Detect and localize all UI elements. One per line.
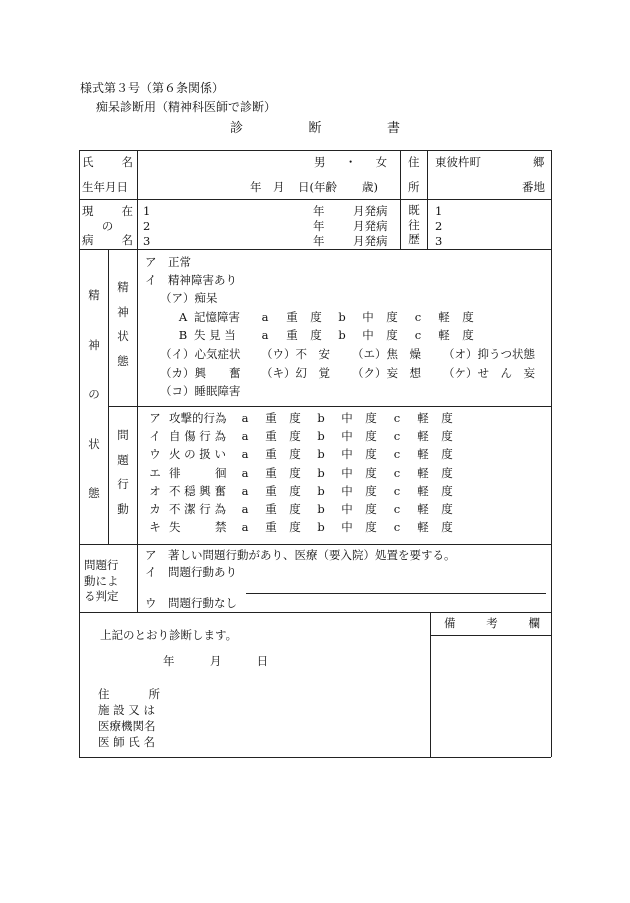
disease-onset: 月発病	[353, 219, 388, 233]
past-num: 2	[435, 219, 443, 233]
symptom-item: （エ）焦 燥	[352, 347, 421, 361]
disorientation-row	[172, 330, 480, 342]
level-code: c	[393, 447, 401, 462]
judgment-label	[84, 558, 119, 605]
row-code: エ	[149, 465, 161, 480]
level-char: 軽	[438, 310, 450, 324]
level-char: 中	[341, 411, 353, 425]
facility-label: 施 設 又 は	[98, 702, 155, 717]
table-line	[430, 612, 431, 757]
level-code: c	[414, 310, 422, 324]
birth-year: 年	[250, 180, 262, 194]
dementia-item: （ア）痴呆	[160, 291, 218, 305]
doctor-info-labels	[98, 687, 160, 750]
birth-age-unit: 歳)	[362, 180, 378, 194]
level-char: 軽	[417, 429, 429, 444]
level-char: 軽	[417, 502, 429, 516]
mental-state-outer-label	[80, 290, 108, 500]
level-code: b	[317, 520, 325, 535]
level-char: 中	[362, 328, 374, 342]
level-code: b	[317, 483, 325, 498]
level-char: 軽	[417, 465, 429, 480]
table-line	[400, 199, 401, 249]
level-char: 重	[265, 502, 277, 516]
current-disease-label	[82, 206, 133, 247]
level-char: 度	[310, 328, 322, 342]
level-code: a	[261, 328, 269, 342]
row-label: 火 の 扱 い	[169, 447, 226, 462]
label-char: 備	[444, 616, 456, 630]
row-label: 不 潔 行 為	[169, 502, 226, 516]
symptom-item: （ク）妄 想	[352, 366, 421, 380]
level-char: 中	[341, 429, 353, 444]
level-code: a	[241, 465, 249, 480]
table-line	[427, 199, 428, 249]
gender-female[interactable]: 女	[375, 155, 388, 169]
title-char: 診	[230, 121, 244, 136]
past-history-label	[404, 205, 424, 246]
level-code: c	[393, 429, 401, 444]
symptom-item: （イ）心気症状	[160, 347, 241, 361]
address-label-bottom: 所	[408, 180, 420, 194]
label-char: 題	[117, 452, 129, 467]
disease-num: 1	[143, 204, 151, 218]
level-char: 度	[441, 447, 453, 462]
title-char: 書	[386, 121, 400, 136]
table-line	[79, 612, 551, 613]
level-char: 度	[441, 429, 453, 444]
row-label: 失 見 当	[194, 328, 236, 342]
disease-year: 年	[313, 234, 325, 248]
level-code: b	[338, 310, 346, 324]
level-char: 度	[441, 520, 453, 535]
level-char: 重	[265, 447, 277, 462]
label-char: 行	[117, 477, 129, 491]
form-subtitle: 痴呆診断用（精神科医師で診断）	[96, 100, 277, 114]
table-border	[551, 150, 552, 757]
table-line	[427, 150, 428, 199]
label-char: 精	[88, 288, 100, 302]
document-title	[230, 122, 400, 135]
level-char: 度	[462, 310, 474, 324]
table-border	[79, 757, 551, 758]
label-char: 精	[117, 280, 129, 294]
judgment-separator	[246, 593, 546, 594]
level-char: 度	[386, 328, 398, 342]
judgment-option-i: イ 問題行動あり	[145, 565, 237, 579]
symptom-item: （ケ）せ ん 妄	[443, 366, 535, 380]
symptoms-row-1	[160, 349, 543, 361]
label-char: 名	[121, 155, 133, 169]
level-code: c	[393, 465, 401, 480]
symptom-item: （オ）抑うつ状態	[443, 347, 535, 361]
level-char: 度	[441, 465, 453, 480]
level-code: c	[393, 411, 401, 425]
table-line	[137, 150, 138, 199]
behavior-row	[145, 504, 459, 516]
label-char: 在	[121, 204, 133, 218]
gender-field[interactable]	[314, 157, 387, 169]
table-border	[79, 150, 551, 151]
mental-normal: ア 正常	[145, 255, 191, 269]
gender-male[interactable]: 男	[314, 155, 326, 169]
label-char: 名	[121, 233, 133, 247]
label-char: 欄	[528, 616, 540, 630]
behavior-row	[145, 431, 459, 443]
table-line	[137, 544, 138, 612]
level-code: c	[414, 328, 422, 342]
label-char: 態	[88, 486, 100, 500]
address-banchi: 番地	[522, 180, 545, 194]
level-char: 度	[441, 502, 453, 516]
level-code: a	[261, 310, 269, 324]
level-char: 度	[365, 411, 377, 425]
mental-state-label	[109, 282, 137, 367]
level-char: 度	[289, 429, 301, 444]
level-char: 度	[462, 328, 474, 342]
level-char: 中	[362, 310, 374, 324]
level-char: 重	[265, 411, 277, 425]
level-char: 度	[289, 483, 301, 498]
label-char: 考	[486, 616, 498, 630]
row-code: ウ	[149, 447, 161, 462]
level-char: 度	[289, 465, 301, 480]
row-label: 失 禁	[169, 520, 227, 535]
level-code: a	[241, 502, 249, 516]
behavior-row	[145, 483, 459, 498]
address-town: 東彼杵町	[435, 155, 481, 169]
table-line	[400, 150, 401, 199]
level-code: b	[317, 429, 325, 444]
past-num: 3	[435, 234, 443, 248]
symptom-item: （ウ）不 安	[261, 347, 330, 361]
level-char: 度	[365, 502, 377, 516]
level-char: 度	[289, 502, 301, 516]
label-char: 氏	[82, 155, 94, 169]
level-char: 軽	[438, 328, 450, 342]
level-code: c	[393, 520, 401, 535]
past-num: 1	[435, 204, 443, 218]
level-char: 重	[265, 465, 277, 480]
institution-label: 医療機関名	[98, 718, 156, 733]
label-char: 状	[88, 436, 100, 451]
level-char: 重	[265, 483, 277, 498]
level-char: 度	[441, 411, 453, 425]
label-char: 神	[88, 337, 100, 352]
label-line: る判定	[84, 589, 119, 604]
disease-onset: 月発病	[353, 234, 388, 248]
level-char: 度	[310, 310, 322, 324]
judgment-option-u: ウ 問題行動なし	[145, 596, 237, 610]
level-char: 度	[365, 465, 377, 480]
table-line	[79, 249, 551, 250]
form-number: 様式第３号（第６条関係）	[80, 81, 225, 95]
level-char: 中	[341, 483, 353, 498]
label-line: 問題行	[84, 558, 119, 572]
diagnosis-date	[163, 656, 268, 668]
disease-num: 2	[143, 219, 151, 233]
table-line	[430, 635, 551, 636]
level-char: 重	[286, 328, 298, 342]
level-char: 度	[365, 429, 377, 444]
label-char: 神	[117, 304, 129, 319]
doctor-name-label: 医 師 氏 名	[98, 734, 155, 749]
level-char: 度	[365, 447, 377, 462]
label-line: 動によ	[84, 573, 119, 588]
level-char: 中	[341, 447, 353, 462]
row-code: A	[178, 310, 188, 324]
level-char: 中	[341, 502, 353, 516]
label-char: 態	[117, 353, 129, 368]
level-char: 中	[341, 465, 353, 480]
address-label-top: 住	[408, 155, 420, 169]
level-char: 重	[265, 520, 277, 535]
level-char: 軽	[417, 447, 429, 462]
date-month: 月	[209, 654, 222, 668]
birth-day-age: 日(年齢	[298, 180, 337, 194]
level-char: 重	[265, 429, 277, 444]
disease-year: 年	[313, 219, 325, 233]
row-label: 徘 徊	[169, 465, 227, 480]
row-code: イ	[149, 429, 161, 444]
symptom-item: （カ）興 奮	[160, 366, 241, 380]
disease-year: 年	[313, 204, 325, 218]
level-code: c	[393, 502, 401, 516]
gender-separator: ・	[344, 155, 357, 169]
level-code: c	[393, 483, 401, 498]
mental-disorder: イ 精神障害あり	[145, 273, 237, 287]
label-char: 既	[408, 203, 420, 217]
label-char: 歴	[408, 232, 420, 246]
label-char: 問	[117, 428, 129, 442]
level-code: b	[317, 502, 325, 516]
diagnosis-statement: 上記のとおり診断します。	[100, 628, 238, 642]
memory-row	[172, 312, 480, 324]
judgment-option-a: ア 著しい問題行動があり、医療（要入院）処置を要する。	[145, 548, 456, 562]
name-label	[82, 157, 133, 169]
label-char: 状	[117, 329, 129, 343]
remarks-label	[444, 618, 540, 630]
level-char: 軽	[417, 520, 429, 535]
row-code: B	[178, 328, 188, 342]
row-code: キ	[149, 520, 161, 535]
row-label: 攻撃的行為	[169, 411, 227, 425]
level-code: b	[317, 447, 325, 462]
row-label: 記憶障害	[194, 310, 240, 324]
label-char: 所	[148, 687, 160, 701]
birth-label: 生年月日	[82, 180, 128, 194]
disease-onset: 月発病	[353, 204, 388, 218]
level-code: a	[241, 429, 249, 444]
table-line	[137, 249, 138, 544]
level-code: a	[241, 520, 249, 535]
symptoms-row-2	[160, 368, 543, 380]
level-char: 軽	[417, 411, 429, 425]
sleep-disorder-item: （コ）睡眠障害	[160, 384, 241, 398]
symptom-item: （キ）幻 覚	[261, 366, 330, 380]
level-char: 度	[386, 310, 398, 324]
label-char: 病	[82, 233, 94, 247]
row-label: 不 穏 興 奮	[169, 483, 226, 498]
level-char: 軽	[417, 483, 429, 498]
level-char: 重	[286, 310, 298, 324]
row-code: オ	[149, 483, 161, 498]
level-char: 度	[365, 483, 377, 498]
row-code: ア	[149, 411, 161, 425]
birth-month: 月	[273, 180, 285, 194]
behavior-row	[145, 449, 459, 461]
level-code: a	[241, 483, 249, 498]
label-char: 往	[408, 217, 420, 232]
title-char: 断	[308, 121, 322, 136]
behavior-label	[109, 430, 137, 515]
behavior-row	[145, 465, 459, 480]
label-char: 現	[82, 204, 94, 218]
address-go: 郷	[533, 155, 545, 169]
label-char: 動	[117, 501, 129, 516]
level-char: 度	[289, 411, 301, 425]
level-char: 度	[289, 447, 301, 462]
table-line	[79, 544, 551, 545]
level-code: b	[317, 465, 325, 480]
label-char: の	[101, 218, 114, 233]
table-line	[108, 406, 551, 407]
row-code: カ	[149, 502, 161, 516]
level-char: 度	[365, 520, 377, 535]
label-char: 住	[98, 687, 110, 701]
level-char: 度	[441, 483, 453, 498]
level-code: a	[241, 411, 249, 425]
level-char: 中	[341, 520, 353, 535]
disease-num: 3	[143, 234, 151, 248]
level-code: a	[241, 447, 249, 462]
label-char: の	[88, 387, 100, 401]
table-line	[79, 199, 551, 200]
behavior-row	[145, 413, 459, 425]
date-year: 年	[163, 654, 175, 668]
level-code: b	[338, 328, 346, 342]
table-line	[137, 199, 138, 249]
row-label: 自 傷 行 為	[169, 429, 226, 444]
behavior-row	[145, 522, 459, 534]
date-day: 日	[256, 654, 269, 668]
level-char: 度	[289, 520, 301, 535]
level-code: b	[317, 411, 325, 425]
